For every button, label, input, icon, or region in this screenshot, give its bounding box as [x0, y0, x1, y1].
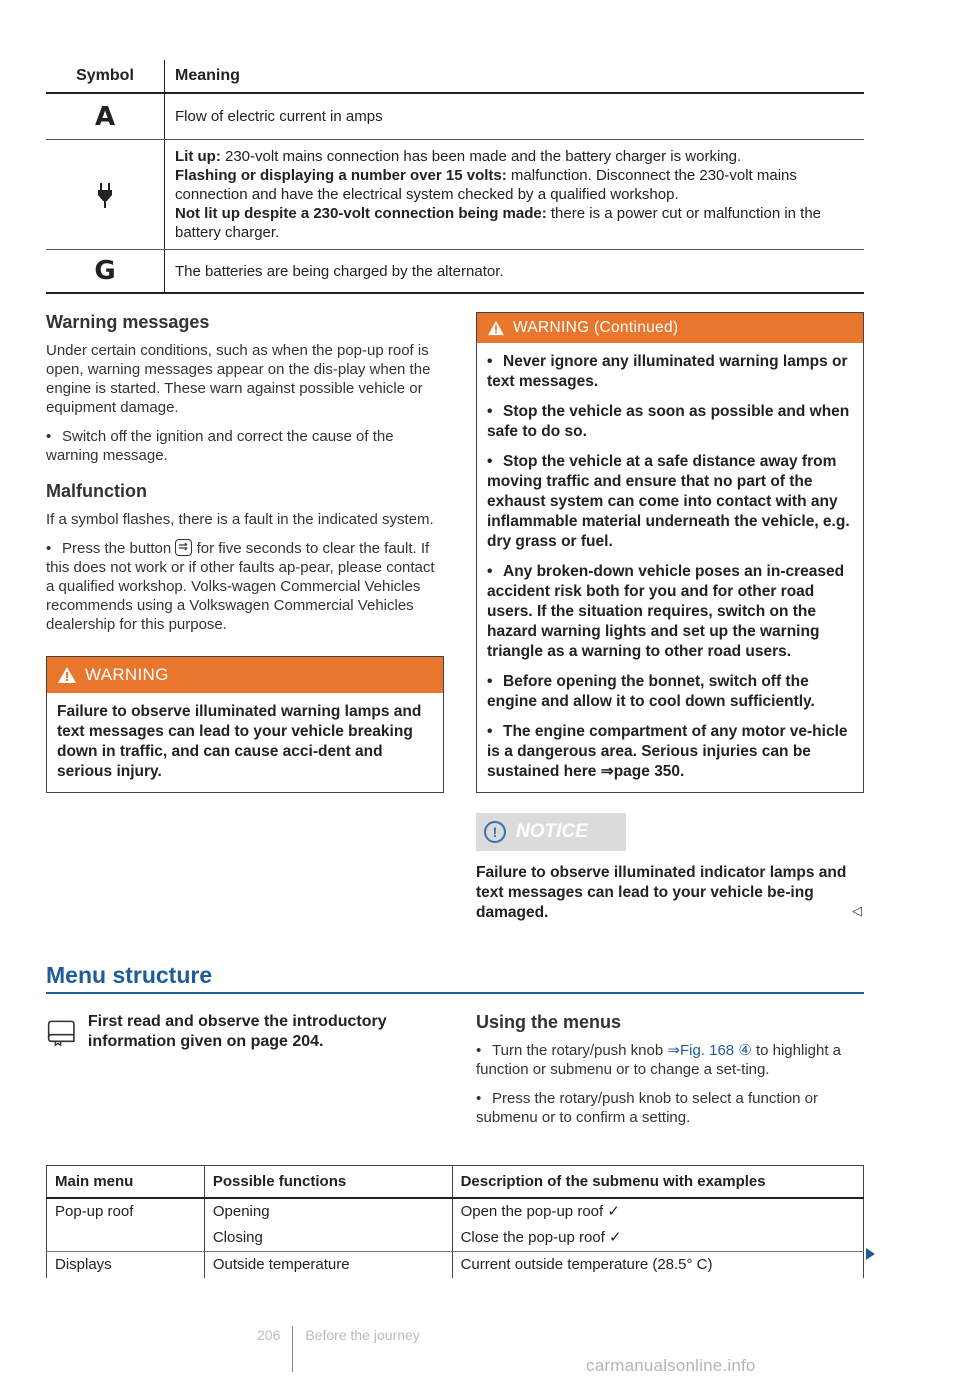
footer-divider	[292, 1326, 293, 1372]
malfunction-body: If a symbol flashes, there is a fault in the indicated system.	[46, 511, 434, 528]
warning-box	[46, 656, 444, 793]
symbol-table	[46, 60, 864, 294]
menu-table	[46, 1165, 864, 1278]
menu-table-header	[47, 1166, 864, 1198]
warning-item-text: Before opening the bonnet, switch off the engine and allow it to cool down sufficiently.	[487, 673, 815, 710]
intro-note	[46, 1012, 446, 1052]
bullet-1-text-end: to highlight a function or submenu or to change a set-ting.	[476, 1042, 842, 1078]
generator-symbol: G	[94, 256, 116, 286]
notice-label: NOTICE	[516, 821, 588, 842]
page-footer	[257, 1312, 420, 1358]
malfunction-bullet: • Press the button for five seconds to clear the fault. If this does not work or if other faults ap-pear, please contact a qualified workshop. Volks-wagen Commercial Vehicles recommends using a Volkswagen Commercial Vehicles dealership for this purpose.	[46, 540, 435, 633]
warning-continued-body	[477, 343, 863, 792]
book-icon	[46, 1012, 78, 1052]
flashing-label: Flashing or displaying a number over 15 volts:	[175, 167, 507, 184]
function-outside-temperature: Outside temperature	[204, 1251, 452, 1278]
left-column	[46, 312, 444, 793]
using-menus-bullet-1: • Turn the rotary/push knob ⇒Fig. 168 ④ to highlight a function or submenu or to change a set-ting.	[476, 1042, 842, 1078]
warning-continued-header	[477, 313, 863, 343]
symbol-table-header	[46, 60, 864, 94]
fig-168-link[interactable]: ⇒Fig. 168	[667, 1042, 735, 1059]
warning-continued-title: WARNING (Continued)	[513, 319, 679, 336]
malfunction-bullet-a: Press the button	[62, 540, 172, 557]
warning-item: • Never ignore any illuminated warning lamps or text messages.	[487, 353, 848, 390]
page-350-link[interactable]: ⇒page 350.	[600, 763, 685, 780]
desc-outside-temperature: Current outside temperature (28.5° C)	[452, 1251, 863, 1278]
warning-item: • Stop the vehicle at a safe distance away from moving traffic and ensure that no part of the exhaust system can come into contact with any inflammable material underneath the vehicle, e.g. dry grass or fuel.	[487, 453, 850, 550]
watermark: carmanualsonline.info	[586, 1356, 756, 1375]
bullet-2-text: Press the rotary/push knob to select a function or submenu or to confirm a setting.	[476, 1090, 819, 1126]
flashing-text: malfunction. Disconnect the 230-volt mains connection and have the electrical system checked by a qualified workshop.	[175, 167, 797, 203]
col-main-menu: Main menu	[47, 1166, 205, 1198]
notice-text: Failure to observe illuminated indicator lamps and text messages can lead to your vehicle be-ing damaged.	[476, 864, 847, 921]
warning-triangle-icon	[57, 666, 77, 684]
right-column	[476, 312, 864, 923]
header-symbol: Symbol	[76, 67, 134, 84]
warning-item-text: The engine compartment of any motor ve-hicle is a dangerous area. Serious injuries can be sustained here	[487, 723, 848, 780]
header-meaning: Meaning	[164, 60, 864, 92]
warning-triangle-icon	[487, 320, 505, 336]
page-number: 206	[257, 1327, 281, 1343]
using-menus-title: Using the menus	[476, 1012, 622, 1032]
col-description: Description of the submenu with examples	[452, 1166, 863, 1198]
symbol-row-amps	[46, 94, 864, 140]
warning-item: • Any broken-down vehicle poses an in-creased accident risk both for you and for other road users. If the situation requires, switch on the hazard warning lights and set up the warning triangle as a warning to other road users.	[487, 563, 845, 660]
warning-messages-title: Warning messages	[46, 312, 210, 332]
table-row	[47, 1198, 864, 1225]
malfunction-title: Malfunction	[46, 481, 147, 501]
generator-meaning: The batteries are being charged by the alternator.	[164, 250, 864, 292]
main-menu-displays: Displays	[47, 1251, 205, 1278]
warning-item: • Stop the vehicle as soon as possible and when safe to do so.	[487, 403, 850, 440]
warning-item-text: Any broken-down vehicle poses an in-creased accident risk both for you and for other road users. If the situation requires, switch on the hazard warning lights and set up the warning triangle as a warning to other road users.	[487, 563, 845, 660]
using-menus-section	[476, 1012, 864, 1127]
function-closing: Closing	[204, 1225, 452, 1252]
symbol-row-generator	[46, 250, 864, 294]
menu-structure-title: Menu structure	[46, 962, 213, 988]
warning-messages-bullet-text: Switch off the ignition and correct the cause of the warning message.	[46, 428, 394, 464]
table-row	[47, 1251, 864, 1278]
warning-item: • Before opening the bonnet, switch off the engine and allow it to cool down sufficiently.	[487, 673, 815, 710]
plug-meaning	[164, 140, 864, 249]
plug-icon	[46, 140, 164, 249]
reset-button-icon	[175, 539, 192, 556]
notice-header	[476, 813, 626, 851]
function-opening: Opening	[204, 1198, 452, 1225]
section-name: Before the journey	[305, 1327, 420, 1343]
continued-arrow-icon	[866, 1248, 875, 1260]
col-possible-functions: Possible functions	[204, 1166, 452, 1198]
warning-messages-body: Under certain conditions, such as when the pop-up roof is open, warning messages appear on the dis-play when the engine is started. These warn against possible vehicle or equipment damage.	[46, 342, 431, 416]
notice-icon: !	[484, 821, 506, 843]
callout-4: ④	[738, 1042, 752, 1059]
lit-up-text: 230-volt mains connection has been made and the battery charger is working.	[220, 148, 742, 165]
section-divider	[46, 992, 864, 994]
malfunction-bullet-b: for five seconds to clear the fault. If this does not work or if other faults ap-pear, please contact a qualified workshop. Volks-wagen Commercial Vehicles recommends using a Volkswagen Commercial Vehicles dealership for this purpose.	[46, 540, 435, 633]
warning-box-title: WARNING	[85, 665, 169, 684]
amps-meaning: Flow of electric current in amps	[164, 94, 864, 139]
warning-messages-bullet: • Switch off the ignition and correct the cause of the warning message.	[46, 428, 394, 464]
lit-up-label: Lit up:	[175, 148, 221, 165]
warning-box-text: Failure to observe illuminated warning lamps and text messages can lead to your vehicle breaking down in traffic, and can cause acci-dent and serious injury.	[57, 703, 422, 780]
symbol-row-plug	[46, 140, 864, 250]
desc-close-roof: Close the pop-up roof ✓	[452, 1225, 863, 1252]
end-of-section-mark: ◁	[852, 903, 862, 918]
amps-symbol: A	[94, 101, 116, 132]
warning-item-text: Never ignore any illuminated warning lamps or text messages.	[487, 353, 848, 390]
main-menu-popup-roof: Pop-up roof	[47, 1198, 205, 1252]
using-menus-bullet-2: • Press the rotary/push knob to select a function or submenu or to confirm a setting.	[476, 1090, 819, 1126]
not-lit-label: Not lit up despite a 230-volt connection being made:	[175, 205, 547, 222]
warning-item: • The engine compartment of any motor ve-hicle is a dangerous area. Serious injuries can be sustained here ⇒page 350.	[487, 723, 848, 780]
bullet-1-text: Turn the rotary/push knob	[492, 1042, 668, 1059]
warning-item-text: Stop the vehicle at a safe distance away from moving traffic and ensure that no part of the exhaust system can come into contact with any inflammable material underneath the vehicle, e.g. dry grass or fuel.	[487, 453, 850, 550]
intro-text: First read and observe the introductory information given on page 204.	[87, 1013, 387, 1050]
warning-continued-box	[476, 312, 864, 793]
warning-item-text: Stop the vehicle as soon as possible and when safe to do so.	[487, 403, 850, 440]
desc-open-roof: Open the pop-up roof ✓	[452, 1198, 863, 1225]
warning-box-header	[47, 657, 443, 693]
not-lit-text: there is a power cut or malfunction in the battery charger.	[175, 205, 822, 241]
